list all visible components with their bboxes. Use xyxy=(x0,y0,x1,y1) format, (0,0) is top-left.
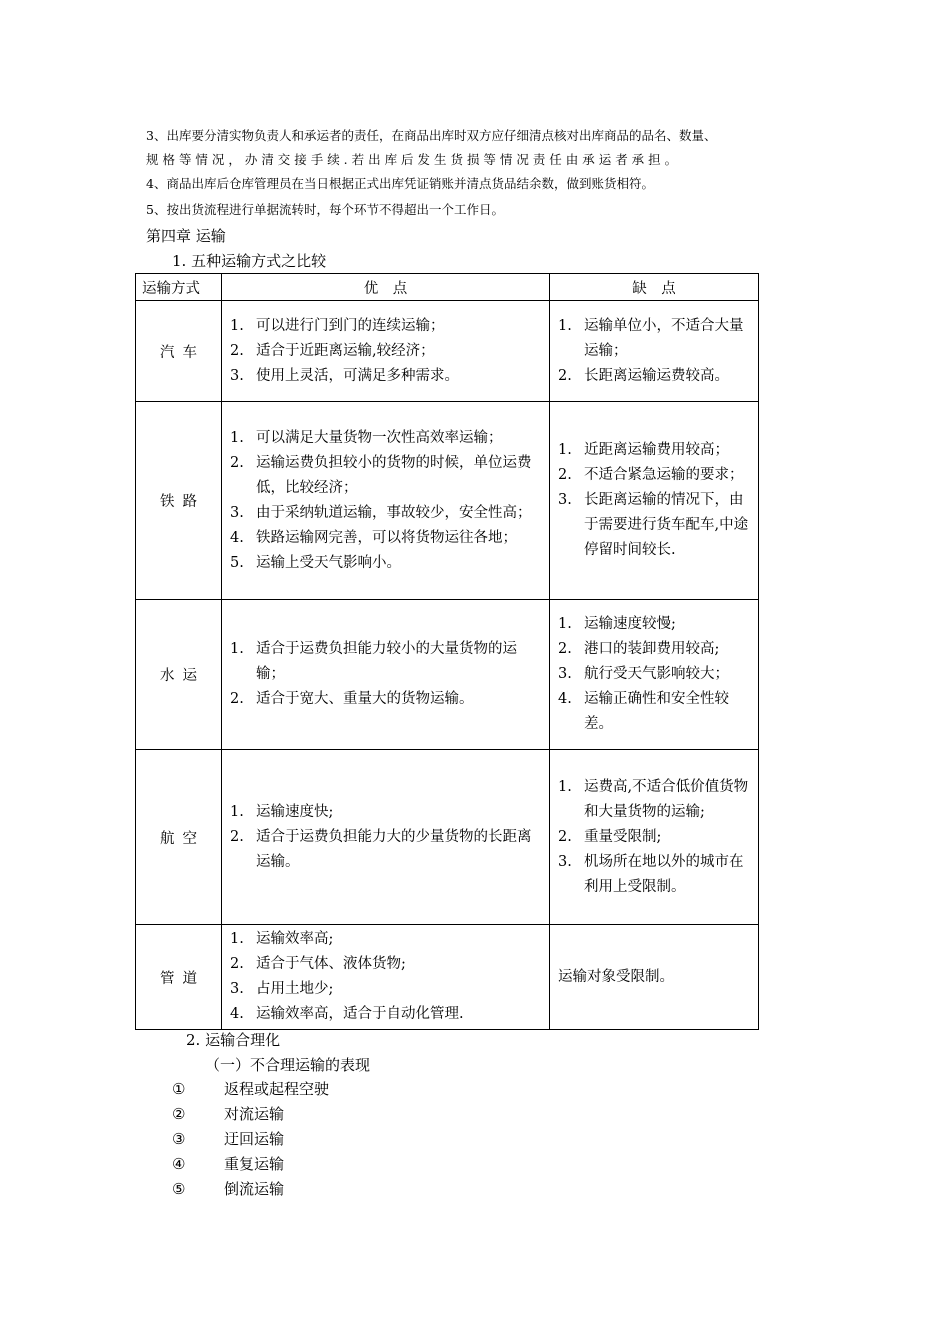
list-item: 2. 适合于宽大、重量大的货物运输。 xyxy=(230,691,474,707)
cons-cell xyxy=(550,600,759,750)
list-item: 2. 长距离运输运费较高。 xyxy=(558,367,729,384)
mode-cell: 航空 xyxy=(136,750,222,925)
section2-title: 2. 运输合理化 xyxy=(186,1031,281,1049)
table-row xyxy=(136,301,759,402)
list-marker: ⑤ xyxy=(172,1180,186,1198)
list-marker: ④ xyxy=(172,1155,186,1173)
list-item: 2. 运输运费负担较小的货物的时候，单位运费低，比较经济； xyxy=(230,454,532,496)
table-row xyxy=(136,402,759,600)
list-item: 3. 航行受天气影响较大； xyxy=(558,666,729,682)
list-item: 1. 近距离运输费用较高； xyxy=(558,442,729,458)
transport-comparison-table xyxy=(135,273,759,1030)
table-header-row xyxy=(136,274,759,301)
list-item: 1. 运输效率高; xyxy=(230,931,334,947)
pros-cell xyxy=(222,600,550,750)
pros-cell xyxy=(222,925,550,1030)
list-item: 2. 不适合紧急运输的要求； xyxy=(558,467,744,483)
chapter-title: 第四章 运输 xyxy=(146,227,226,245)
list-item: 1. 适合于运费负担能力较小的大量货物的运输； xyxy=(230,641,517,682)
list-marker: ① xyxy=(172,1080,186,1098)
paragraph-3-line2: 规 格 等 情 况 ， 办 清 交 接 手 续 . 若 出 库 后 发 生 货 损 等 情 况 责 任 由 承 运 者 承 担 。 xyxy=(146,152,678,167)
list-item: 3. 机场所在地以外的城市在利用上受限制。 xyxy=(558,853,744,895)
section1-title: 1. 五种运输方式之比较 xyxy=(172,252,327,270)
list-item: 5. 运输上受天气影响小。 xyxy=(230,554,401,571)
list-item: 迂回运输 xyxy=(224,1130,285,1148)
cons-cell xyxy=(550,301,759,402)
header-mode: 运输方式 xyxy=(136,274,222,301)
mode-cell: 汽车 xyxy=(136,301,222,402)
list-item: 重复运输 xyxy=(224,1155,285,1173)
table-row xyxy=(136,925,759,1030)
mode-cell: 水运 xyxy=(136,600,222,750)
list-item: 对流运输 xyxy=(224,1105,285,1123)
list-item: 返程或起程空驶 xyxy=(224,1080,330,1098)
cons-cell xyxy=(550,402,759,600)
pros-cell xyxy=(222,750,550,925)
subsection-title: （一）不合理运输的表现 xyxy=(205,1056,371,1074)
list-item: 2. 港口的装卸费用较高; xyxy=(558,641,720,657)
list-item: 2. 适合于近距离运输,较经济； xyxy=(230,342,435,359)
table-row xyxy=(136,750,759,925)
cons-cell: 运输对象受限制。 xyxy=(550,925,759,1030)
list-item: 1. 运费高,不适合低价值货物和大量货物的运输; xyxy=(558,778,749,820)
list-item: 1. 可以满足大量货物一次性高效率运输； xyxy=(230,429,503,446)
list-item: 3. 长距离运输的情况下，由于需要进行货车配车,中途停留时间较长. xyxy=(558,492,749,558)
list-item: 4. 运输效率高，适合于自动化管理. xyxy=(230,1006,464,1022)
header-cons: 缺 点 xyxy=(550,274,759,301)
list-item: 4. 运输正确性和安全性较差。 xyxy=(558,691,729,732)
list-item: 1. 可以进行门到门的连续运输； xyxy=(230,317,445,334)
list-item: 1. 运输单位小，不适合大量运输； xyxy=(558,317,744,359)
list-item: 1. 运输速度快; xyxy=(230,803,334,820)
table-row xyxy=(136,600,759,750)
list-item: 4. 铁路运输网完善，可以将货物运往各地； xyxy=(230,529,517,546)
paragraph-3-line1: 3、出库要分清实物负责人和承运者的责任，在商品出库时双方应仔细清点核对出库商品的品名、数量、 xyxy=(146,128,717,143)
list-item: 1. 运输速度较慢; xyxy=(558,616,676,632)
header-pros: 优 点 xyxy=(222,274,550,301)
pros-cell xyxy=(222,402,550,600)
list-item: 2. 适合于运费负担能力大的少量货物的长距离运输。 xyxy=(230,828,532,870)
list-item: 3. 占用土地少; xyxy=(230,981,334,997)
list-item: 2. 重量受限制; xyxy=(558,828,662,845)
cons-cell xyxy=(550,750,759,925)
list-item: 3. 使用上灵活，可满足多种需求。 xyxy=(230,367,459,384)
paragraph-4: 4、商品出库后仓库管理员在当日根据正式出库凭证销账并清点货品结余数，做到账货相符。 xyxy=(146,176,654,191)
paragraph-5: 5、按出货流程进行单据流转时，每个环节不得超出一个工作日。 xyxy=(146,202,504,217)
list-marker: ③ xyxy=(172,1130,186,1148)
list-marker: ② xyxy=(172,1105,186,1123)
mode-cell: 铁路 xyxy=(136,402,222,600)
list-item: 2. 适合于气体、液体货物; xyxy=(230,956,406,972)
mode-cell: 管道 xyxy=(136,925,222,1030)
list-item: 3. 由于采纳轨道运输，事故较少，安全性高； xyxy=(230,504,532,521)
list-item: 倒流运输 xyxy=(224,1180,285,1198)
pros-cell xyxy=(222,301,550,402)
